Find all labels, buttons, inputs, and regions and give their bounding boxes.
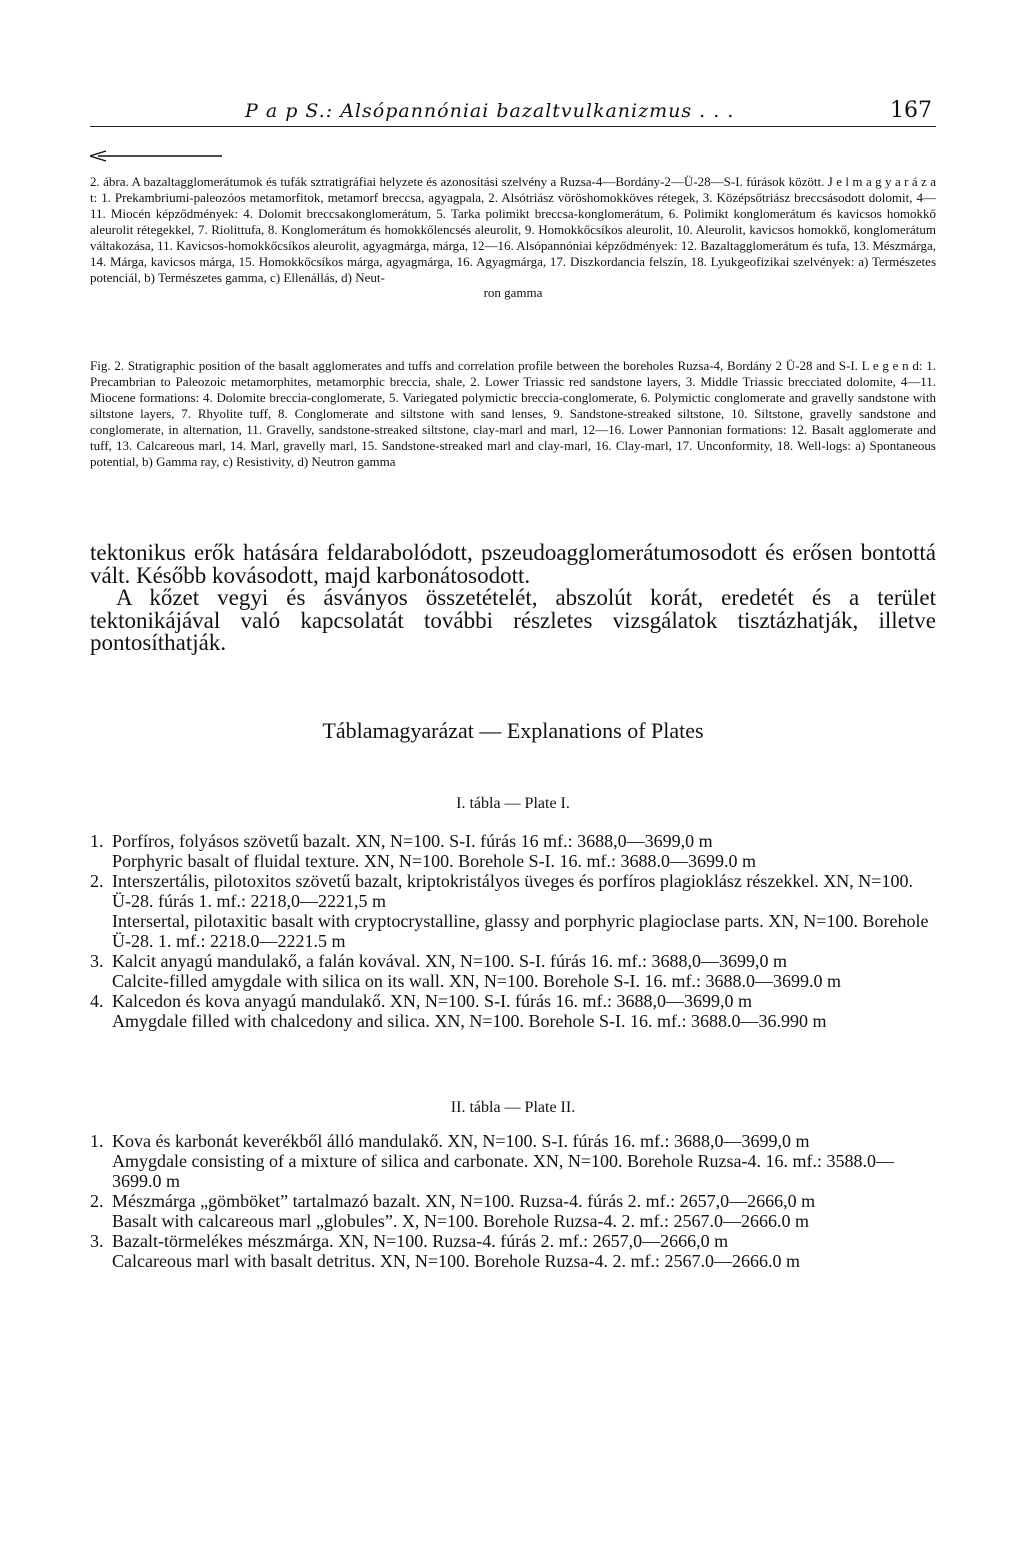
- left-arrow-icon: [90, 150, 222, 162]
- page-number: 167: [890, 98, 932, 123]
- figure-caption-hungarian: [90, 174, 936, 301]
- plate-two-items: [90, 1131, 936, 1271]
- plate-item-english: Calcareous marl with basalt detritus. XN, N=100. Borehole Ruzsa-4. 2. mf.: 2567.0—2666.0 m: [112, 1251, 801, 1271]
- plate-item-number: 1.: [90, 1131, 104, 1151]
- plate-item-hungarian: Bazalt-törmelékes mészmárga. XN, N=100. Ruzsa-4. fúrás 2. mf.: 2657,0—2666,0 m: [112, 1231, 729, 1251]
- figure-caption-hungarian-last-line: ron gamma: [483, 285, 543, 300]
- plate-item-english: Intersertal, pilotaxitic basalt with cryptocrystalline, glassy and porphyric plagioclase parts. XN, N=100. Borehole Ü-28. 1. mf.: 2218.0—2221.5 m: [112, 911, 929, 951]
- body-paragraph: tektonikus erők hatására feldarabolódott, pszeudoagglomerátumosodott és erősen bontottá vált. Később kovásodott, majd karbonátosodott.: [90, 540, 936, 588]
- plate-item-hungarian: Mészmárga „gömböket” tartalmazó bazalt. XN, N=100. Ruzsa-4. fúrás 2. mf.: 2657,0—2666,0 m: [112, 1191, 816, 1211]
- plate-item-english: Amygdale consisting of a mixture of silica and carbonate. XN, N=100. Borehole Ruzsa-4. 16. mf.: 3588.0—3699.0 m: [112, 1151, 894, 1191]
- plate-one-item: [90, 951, 936, 991]
- plate-item-english: Porphyric basalt of fluidal texture. XN, N=100. Borehole S-I. 16. mf.: 3688.0—3699.0 m: [112, 851, 757, 871]
- plate-item-number: 4.: [90, 991, 104, 1011]
- plate-item-hungarian: Kova és karbonát keverékből álló mandulakő. XN, N=100. S-I. fúrás 16. mf.: 3688,0—3699,0 m: [112, 1131, 810, 1151]
- plate-item-hungarian: Interszertális, pilotoxitos szövetű bazalt, kriptokristályos üveges és porfíros plagioklász részekkel. XN, N=100. Ü-28. fúrás 1. mf.: 2218,0—2221,5 m: [112, 871, 913, 911]
- plate-one-item: [90, 871, 936, 951]
- plates-explanation-title: Táblamagyarázat — Explanations of Plates: [322, 718, 704, 743]
- figure-caption-hungarian-text: 2. ábra. A bazaltagglomerátumok és tufák sztratigráfiai helyzete és azonosítási szelvény a Ruzsa-4—Bordány-2—Ü-28—S-I. fúrások között. J e l m a g y a r á z a t: 1. Prekambriumi-paleozóos metamorfitok, metamorf breccsa, agyagpala, 2. Alsótriász vöröshomokköves rétegek, 3. Középsőtriász breccsásodott dolomit, 4—11. Miocén képződmények: 4. Dolomit breccsakonglomerátum, 5. Tarka polimikt breccsa-konglomerátum, 6. Polimikt konglomerátum és kavicsos homokkő aleurolit rétegekkel, 7. Riolittufa, 8. Konglomerátum és homokkőlencsés aleurolit, 9. Homokkőcsíkos aleurolit, 10. Aleurolit, kavicsos homokkő, konglomerátum váltakozása, 11. Kavicsos-homokkőcsíkos aleurolit, agyagmárga, márga, 12—16. Alsópannóniai képződmények: 12. Bazaltagglomerátum és tufa, 13. Mészmárga, 14. Márga, kavicsos márga, 15. Homokkőcsíkos márga, agyagmárga, 16. Agyagmárga, 17. Diszkordancia felszín, 18. Lyukgeofizikai szelvények: a) Természetes potenciál, b) Természetes gamma, c) Ellenállás, d) Neut-: [90, 174, 936, 285]
- plate-item-hungarian: Porfíros, folyásos szövetű bazalt. XN, N=100. S-I. fúrás 16 mf.: 3688,0—3699,0 m: [112, 831, 713, 851]
- plate-one-title: I. tábla — Plate I.: [456, 795, 570, 812]
- plate-item-number: 3.: [90, 951, 104, 971]
- plate-two-title: II. tábla — Plate II.: [450, 1099, 576, 1116]
- body-text: [90, 542, 936, 655]
- plate-item-number: 2.: [90, 1191, 104, 1211]
- plate-one-items: [90, 831, 936, 1031]
- plate-one-item: [90, 991, 936, 1031]
- plate-item-number: 1.: [90, 831, 104, 851]
- plate-item-english: Basalt with calcareous marl „globules”. X, N=100. Borehole Ruzsa-4. 2. mf.: 2567.0—2666.0 m: [112, 1211, 810, 1231]
- plate-item-number: 3.: [90, 1231, 104, 1251]
- plate-two-item: [90, 1131, 936, 1191]
- figure-caption-english: Fig. 2. Stratigraphic position of the basalt agglomerates and tuffs and correlation profile between the boreholes Ruzsa-4, Bordány 2 Ü-28 and S-I. L e g e n d: 1. Precambrian to Paleozoic metamorphites, metamorphic breccia, shale, 2. Lower Triassic red sandstone layers, 3. Middle Triassic brecciated dolomite, 4—11. Miocene formations: 4. Dolomite breccia-conglomerate, 5. Variegated polymictic breccia-conglomerate, 6. Polymictic conglomerate and gravelly sandstone with siltstone layers, 7. Rhyolite tuff, 8. Conglomerate and siltstone with sand lenses, 9. Sandstone-streaked siltstone, 10. Siltstone, gravelly sandstone and conglomerate, in alternation, 11. Gravelly, sandstone-streaked siltstone, clay-marl and marl, 12—16. Lower Pannonian formations: 12. Basalt agglomerate and tuff, 13. Calcareous marl, 14. Marl, gravelly marl, 15. Sandstone-streaked marl and clay-marl, 16. Clay-marl, 17. Unconformity, 18. Well-logs: a) Spontaneous potential, b) Gamma ray, c) Resistivity, d) Neutron gamma: [90, 358, 936, 469]
- plate-item-number: 2.: [90, 871, 104, 891]
- plate-item-hungarian: Kalcedon és kova anyagú mandulakő. XN, N=100. S-I. fúrás 16. mf.: 3688,0—3699,0 m: [112, 991, 753, 1011]
- plate-two-item: [90, 1231, 936, 1271]
- body-paragraph: A kőzet vegyi és ásványos összetételét, abszolút korát, eredetét és a terület tektonikájával való kapcsolatát további részletes vizsgálatok tisztázhatják, illetve pontosíthatják.: [90, 585, 936, 655]
- plate-item-hungarian: Kalcit anyagú mandulakő, a falán kovával. XN, N=100. S-I. fúrás 16. mf.: 3688,0—3699,0 m: [112, 951, 788, 971]
- plate-one-item: [90, 831, 936, 871]
- running-head: P a p S.: Alsópannóniai bazaltvulkanizmus . . .: [245, 100, 735, 122]
- page-header: [90, 92, 936, 127]
- plate-item-english: Amygdale filled with chalcedony and silica. XN, N=100. Borehole S-I. 16. mf.: 3688.0—36.990 m: [112, 1011, 827, 1031]
- plate-item-english: Calcite-filled amygdale with silica on its wall. XN, N=100. Borehole S-I. 16. mf.: 3688.0—3699.0 m: [112, 971, 842, 991]
- plate-two-item: [90, 1191, 936, 1231]
